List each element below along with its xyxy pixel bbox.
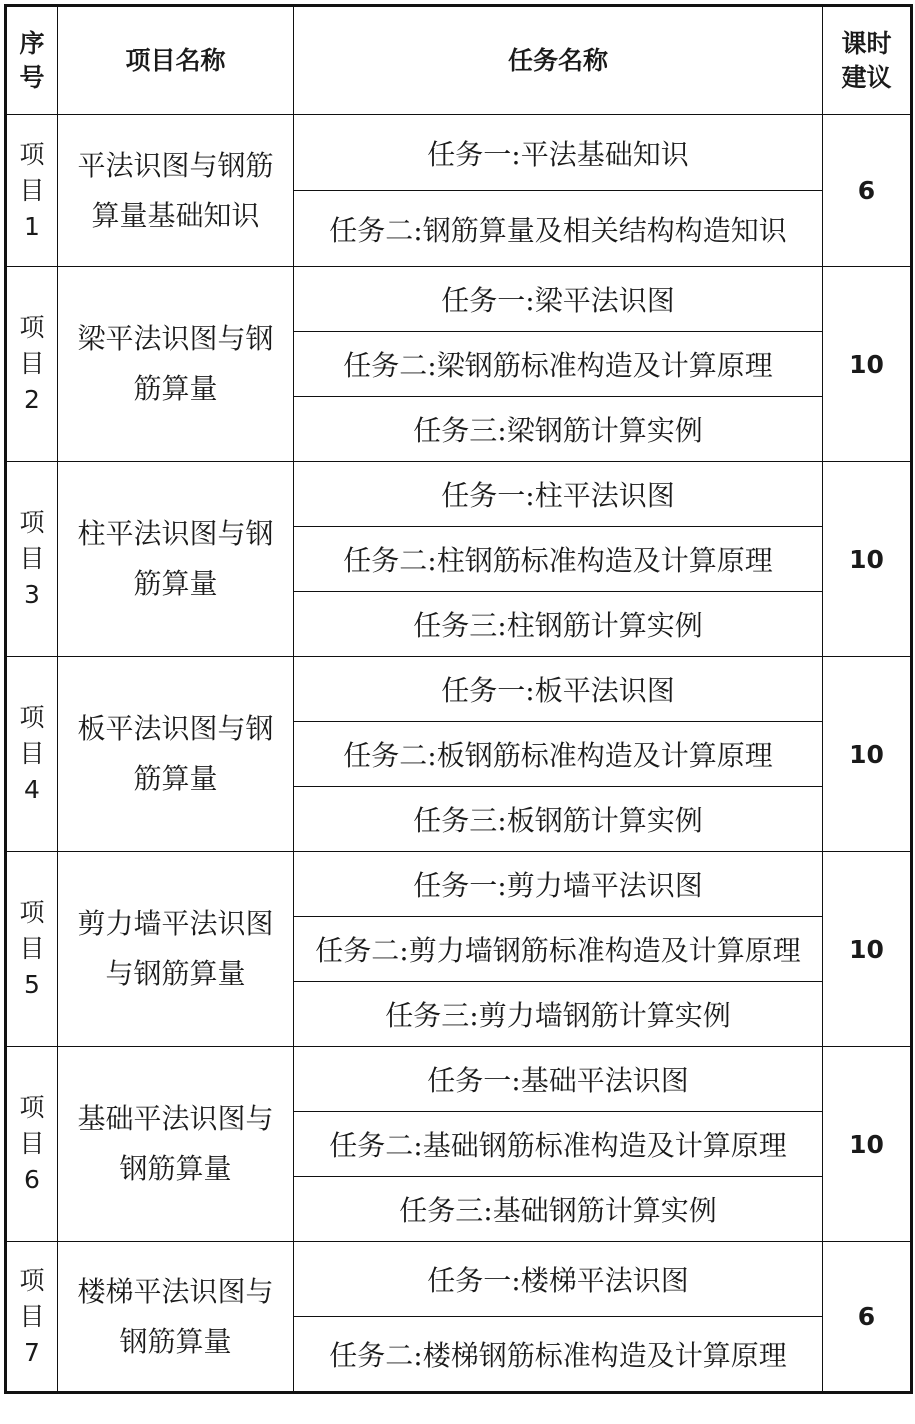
task-name: 任务二:梁钢筋标准构造及计算原理 [294,332,823,397]
table-row [6,267,912,332]
table-row [6,1047,912,1112]
project-name: 楼梯平法识图与钢筋算量 [58,1242,294,1393]
task-name: 任务一:平法基础知识 [294,115,823,191]
project-seq: 项目2 [6,267,58,462]
task-name: 任务三:梁钢筋计算实例 [294,397,823,462]
hours-value: 10 [823,462,912,657]
task-name: 任务三:剪力墙钢筋计算实例 [294,982,823,1047]
task-name: 任务一:柱平法识图 [294,462,823,527]
header-row [6,6,912,115]
project-seq: 项目5 [6,852,58,1047]
task-name: 任务一:梁平法识图 [294,267,823,332]
project-name: 平法识图与钢筋算量基础知识 [58,115,294,267]
task-name: 任务一:基础平法识图 [294,1047,823,1112]
project-seq: 项目1 [6,115,58,267]
project-seq: 项目6 [6,1047,58,1242]
table-row [6,657,912,722]
hours-value: 10 [823,1047,912,1242]
task-name: 任务二:楼梯钢筋标准构造及计算原理 [294,1317,823,1393]
header-project: 项目名称 [58,6,294,115]
task-name: 任务一:板平法识图 [294,657,823,722]
project-name: 板平法识图与钢筋算量 [58,657,294,852]
task-name: 任务二:柱钢筋标准构造及计算原理 [294,527,823,592]
table-row [6,1242,912,1317]
project-name: 柱平法识图与钢筋算量 [58,462,294,657]
project-seq: 项目3 [6,462,58,657]
hours-value: 10 [823,657,912,852]
hours-value: 6 [823,1242,912,1393]
course-table [4,4,913,1394]
project-name: 基础平法识图与钢筋算量 [58,1047,294,1242]
task-name: 任务二:剪力墙钢筋标准构造及计算原理 [294,917,823,982]
task-name: 任务一:楼梯平法识图 [294,1242,823,1317]
project-name: 剪力墙平法识图与钢筋算量 [58,852,294,1047]
task-name: 任务一:剪力墙平法识图 [294,852,823,917]
project-name: 梁平法识图与钢筋算量 [58,267,294,462]
task-name: 任务二:钢筋算量及相关结构构造知识 [294,191,823,267]
task-name: 任务二:板钢筋标准构造及计算原理 [294,722,823,787]
project-seq: 项目4 [6,657,58,852]
hours-value: 10 [823,852,912,1047]
task-name: 任务三:板钢筋计算实例 [294,787,823,852]
task-name: 任务三:柱钢筋计算实例 [294,592,823,657]
project-seq: 项目7 [6,1242,58,1393]
header-task: 任务名称 [294,6,823,115]
task-name: 任务二:基础钢筋标准构造及计算原理 [294,1112,823,1177]
table-row [6,115,912,191]
table-header [6,6,912,115]
header-hours: 课时建议 [823,6,912,115]
header-seq: 序号 [6,6,58,115]
task-name: 任务三:基础钢筋计算实例 [294,1177,823,1242]
table-row [6,462,912,527]
table-body [6,115,912,1393]
table-row [6,852,912,917]
hours-value: 6 [823,115,912,267]
hours-value: 10 [823,267,912,462]
